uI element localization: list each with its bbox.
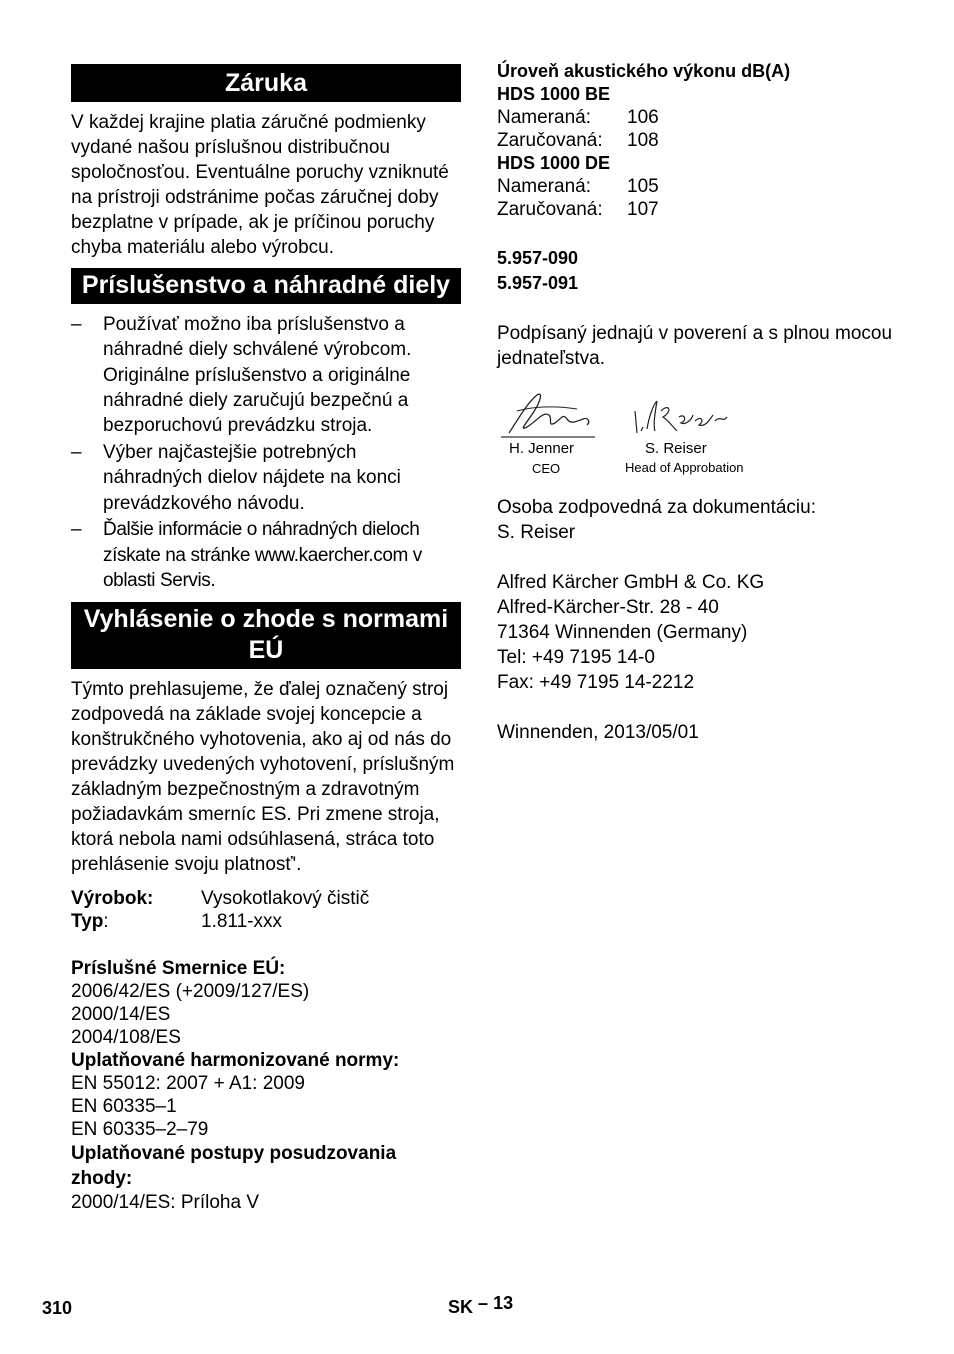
- type-colon: :: [103, 911, 109, 933]
- dash-bullet: –: [71, 314, 82, 335]
- standard-item: EN 60335–1: [71, 1096, 177, 1118]
- doc-person-label: Osoba zodpovedná za dokumentáciu:: [497, 497, 816, 518]
- right-column: [497, 60, 897, 745]
- language-code: SK: [448, 1297, 474, 1317]
- guaranteed-label: Zaručovaná:: [497, 199, 603, 220]
- dash-bullet: –: [71, 519, 82, 541]
- page-number: 310: [42, 1298, 73, 1318]
- directive-item: 2000/14/ES: [71, 1004, 171, 1026]
- accessories-list: [71, 312, 461, 593]
- address-line: Alfred-Kärcher-Str. 28 - 40: [497, 597, 719, 618]
- procedure-item: 2000/14/ES: Príloha V: [71, 1192, 260, 1214]
- part-code: 5.957-091: [497, 273, 579, 293]
- signatory-role: Head of Approbation: [625, 460, 744, 475]
- type-value: 1.811-xxx: [201, 911, 282, 933]
- list-item: [71, 440, 461, 516]
- section-heading-accessories: Príslušenstvo a náhradné diely: [71, 268, 461, 304]
- type-label: Typ: [71, 911, 104, 933]
- section-heading-warranty: Záruka: [71, 64, 461, 102]
- sound-title: Úroveň akustického výkonu dB(A): [497, 61, 791, 81]
- guaranteed-value: 107: [627, 199, 659, 220]
- list-item: [71, 312, 461, 438]
- list-item: [71, 517, 461, 593]
- dash-bullet: –: [71, 441, 82, 463]
- product-value: Vysokotlakový čistič: [201, 888, 370, 910]
- measured-row: [497, 175, 897, 198]
- procedures-title: Uplatňované postupy posudzovania zhody:: [71, 1143, 397, 1190]
- signed-text: Podpísaný jednajú v poverení a s plnou mocou jednateľstva.: [497, 323, 893, 369]
- type-label-wrap: [71, 910, 201, 933]
- directives-block: [71, 957, 461, 1214]
- signatory-name: H. Jenner: [509, 440, 575, 457]
- declaration-text: Týmto prehlasujeme, že ďalej označený stroj zodpovedá na základe svojej koncepcie a konštrukčného vyhotovenia, ako aj od nás do prevádzky uvedených vyhotovení, príslušným základným bezpečnostným a zdravotným požiadavkám smerníc ES. Pri zmene stroja, ktorá nebola nami odsúhlasená, stráca toto prehlásenie svoju platnosť'.: [71, 679, 455, 876]
- type-row: [71, 910, 461, 933]
- signatory-name: S. Reiser: [645, 440, 707, 457]
- signatory-role: CEO: [532, 461, 561, 476]
- measured-label: Nameraná:: [497, 176, 591, 197]
- standard-item: EN 55012: 2007 + A1: 2009: [71, 1073, 306, 1095]
- model-name: HDS 1000 DE: [497, 153, 611, 173]
- address-line: Fax: +49 7195 14-2212: [497, 672, 695, 693]
- directive-item: 2004/108/ES: [71, 1027, 181, 1049]
- list-item-text: Výber najčastejšie potrebných náhradných dielov nájdete na konci prevádzkového návodu.: [103, 441, 401, 514]
- documentation-person: [497, 495, 897, 545]
- place-date: Winnenden, 2013/05/01: [497, 722, 699, 743]
- address-line: Tel: +49 7195 14-0: [497, 647, 655, 668]
- address-line: 71364 Winnenden (Germany): [497, 622, 748, 643]
- guaranteed-row: [497, 129, 897, 152]
- left-column: [71, 64, 461, 1214]
- product-row: [71, 887, 461, 910]
- guaranteed-row: [497, 198, 897, 221]
- list-item-text: Používať možno iba príslušenstvo a náhradné diely schválené výrobcom. Originálne príslušenstvo a originálne náhradné diely zaručujú bezpečnú a bezporuchovú prevádzku stroja.: [103, 314, 412, 437]
- guaranteed-label: Zaručovaná:: [497, 130, 603, 151]
- measured-value: 106: [627, 107, 659, 128]
- measured-value: 105: [627, 176, 659, 197]
- measured-row: [497, 106, 897, 129]
- address-line: Alfred Kärcher GmbH & Co. KG: [497, 572, 765, 593]
- standards-title: Uplatňované harmonizované normy:: [71, 1050, 400, 1072]
- part-code: 5.957-090: [497, 248, 579, 268]
- warranty-text: V každej krajine platia záručné podmienky vydané našou príslušnou distribučnou spoločnosťou. Eventuálne poruchy vzniknuté na prístroji odstránime počas záručnej doby bezplatne v prípade, ak je príčinou poruchy chyba materiálu alebo výrobcu.: [71, 112, 449, 258]
- product-label: Výrobok:: [71, 888, 154, 910]
- directive-item: 2006/42/ES (+2009/127/ES): [71, 981, 310, 1003]
- company-address: [497, 570, 897, 695]
- standard-item: EN 60335–2–79: [71, 1119, 209, 1141]
- measured-label: Nameraná:: [497, 107, 591, 128]
- signature-graphic: [497, 381, 757, 441]
- guaranteed-value: 108: [627, 130, 659, 151]
- model-name: HDS 1000 BE: [497, 84, 611, 104]
- directives-title: Príslušné Smernice EÚ:: [71, 958, 286, 980]
- doc-person-name: S. Reiser: [497, 522, 576, 543]
- section-heading-declaration: Vyhlásenie o zhode s normami EÚ: [71, 602, 461, 669]
- signature-block: [497, 381, 897, 476]
- footer-dash: –: [478, 1293, 489, 1313]
- footer-language: [448, 1293, 514, 1318]
- sub-page-number: 13: [493, 1293, 514, 1313]
- list-item-text: Ďalšie informácie o náhradných dieloch získate na stránke www.kaercher.com v oblasti Servis.: [103, 519, 422, 591]
